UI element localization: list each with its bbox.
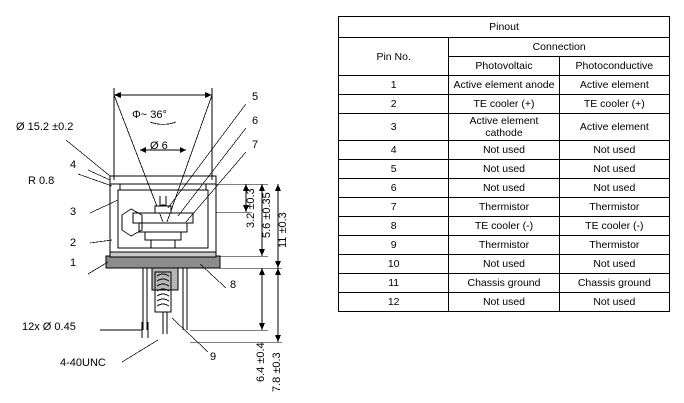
cell-pc: Not used bbox=[559, 255, 669, 274]
table-row bbox=[339, 217, 670, 236]
cell-pc: Active element bbox=[559, 114, 669, 141]
table-row bbox=[339, 274, 670, 293]
cell-pv: Not used bbox=[449, 179, 559, 198]
dim-pin-diameter: 12x Ø 0.45 bbox=[22, 321, 76, 333]
header-connection: Connection bbox=[449, 38, 670, 57]
table-row bbox=[339, 293, 670, 312]
dim-height-6-4: 6.4 ±0.4 bbox=[255, 342, 267, 382]
leader-label-7: 7 bbox=[252, 139, 259, 151]
dim-radius: R 0.8 bbox=[28, 175, 55, 187]
leader-label-1: 1 bbox=[70, 257, 77, 269]
table-row bbox=[339, 114, 670, 141]
dim-height-3-2: 3.2 ±0.3 bbox=[245, 188, 257, 228]
dim-outer-diameter: Ø 15.2 ±0.2 bbox=[16, 121, 74, 133]
cell-pc: Chassis ground bbox=[559, 274, 669, 293]
cell-pv: Not used bbox=[449, 255, 559, 274]
cell-pin: 10 bbox=[339, 255, 449, 274]
dim-thread: 4-40UNC bbox=[60, 357, 106, 369]
dim-height-11: 11 ±0.3 bbox=[277, 212, 289, 248]
dim-height-7-8: 7.8 ±0.3 bbox=[271, 352, 283, 392]
table-row bbox=[339, 76, 670, 95]
header-photoconductive: Photoconductive bbox=[559, 57, 669, 76]
cell-pv: Not used bbox=[449, 293, 559, 312]
leader-label-3: 3 bbox=[70, 206, 77, 218]
leader-label-5: 5 bbox=[252, 91, 259, 103]
cell-pc: Thermistor bbox=[559, 236, 669, 255]
cell-pv: Not used bbox=[449, 141, 559, 160]
cell-pin: 9 bbox=[339, 236, 449, 255]
cell-pc: Thermistor bbox=[559, 198, 669, 217]
cell-pin: 2 bbox=[339, 95, 449, 114]
pinout-table-body bbox=[339, 76, 670, 312]
table-row bbox=[339, 236, 670, 255]
cell-pv: TE cooler (+) bbox=[449, 95, 559, 114]
cell-pv: Active element anode bbox=[449, 76, 559, 95]
leader-label-6: 6 bbox=[252, 115, 259, 127]
pinout-table-wrapper bbox=[338, 16, 670, 312]
leader-label-8: 8 bbox=[230, 279, 237, 291]
cell-pc: Not used bbox=[559, 160, 669, 179]
table-row bbox=[339, 198, 670, 217]
cell-pc: Not used bbox=[559, 179, 669, 198]
table-row bbox=[339, 141, 670, 160]
cell-pin: 7 bbox=[339, 198, 449, 217]
cell-pin: 12 bbox=[339, 293, 449, 312]
dim-window-diameter: Ø 6 bbox=[150, 140, 168, 152]
cell-pv: Thermistor bbox=[449, 198, 559, 217]
cell-pin: 11 bbox=[339, 274, 449, 293]
leader-label-4: 4 bbox=[70, 159, 77, 171]
cell-pin: 1 bbox=[339, 76, 449, 95]
drawing-svg bbox=[0, 0, 340, 403]
cell-pv: Not used bbox=[449, 160, 559, 179]
pinout-title: Pinout bbox=[339, 17, 670, 38]
cell-pin: 8 bbox=[339, 217, 449, 236]
cell-pc: Not used bbox=[559, 141, 669, 160]
dim-cone-angle: Φ~ 36° bbox=[132, 109, 167, 121]
cell-pv: TE cooler (-) bbox=[449, 217, 559, 236]
table-row bbox=[339, 255, 670, 274]
dim-height-5-6: 5.6 ±0.35 bbox=[261, 192, 273, 238]
table-row bbox=[339, 179, 670, 198]
cell-pc: TE cooler (-) bbox=[559, 217, 669, 236]
header-photovoltaic: Photovoltaic bbox=[449, 57, 559, 76]
cell-pv: Active element cathode bbox=[449, 114, 559, 141]
pinout-table bbox=[338, 16, 670, 312]
leader-label-2: 2 bbox=[70, 237, 77, 249]
cell-pv: Thermistor bbox=[449, 236, 559, 255]
cell-pin: 4 bbox=[339, 141, 449, 160]
cell-pc: Not used bbox=[559, 293, 669, 312]
cell-pc: Active element bbox=[559, 76, 669, 95]
table-row bbox=[339, 160, 670, 179]
leader-label-9: 9 bbox=[210, 351, 217, 363]
cell-pin: 6 bbox=[339, 179, 449, 198]
header-pin-no: Pin No. bbox=[339, 38, 449, 76]
cell-pv: Chassis ground bbox=[449, 274, 559, 293]
table-row bbox=[339, 95, 670, 114]
cell-pin: 5 bbox=[339, 160, 449, 179]
cell-pin: 3 bbox=[339, 114, 449, 141]
cell-pc: TE cooler (+) bbox=[559, 95, 669, 114]
detector-outline-drawing bbox=[0, 0, 340, 403]
